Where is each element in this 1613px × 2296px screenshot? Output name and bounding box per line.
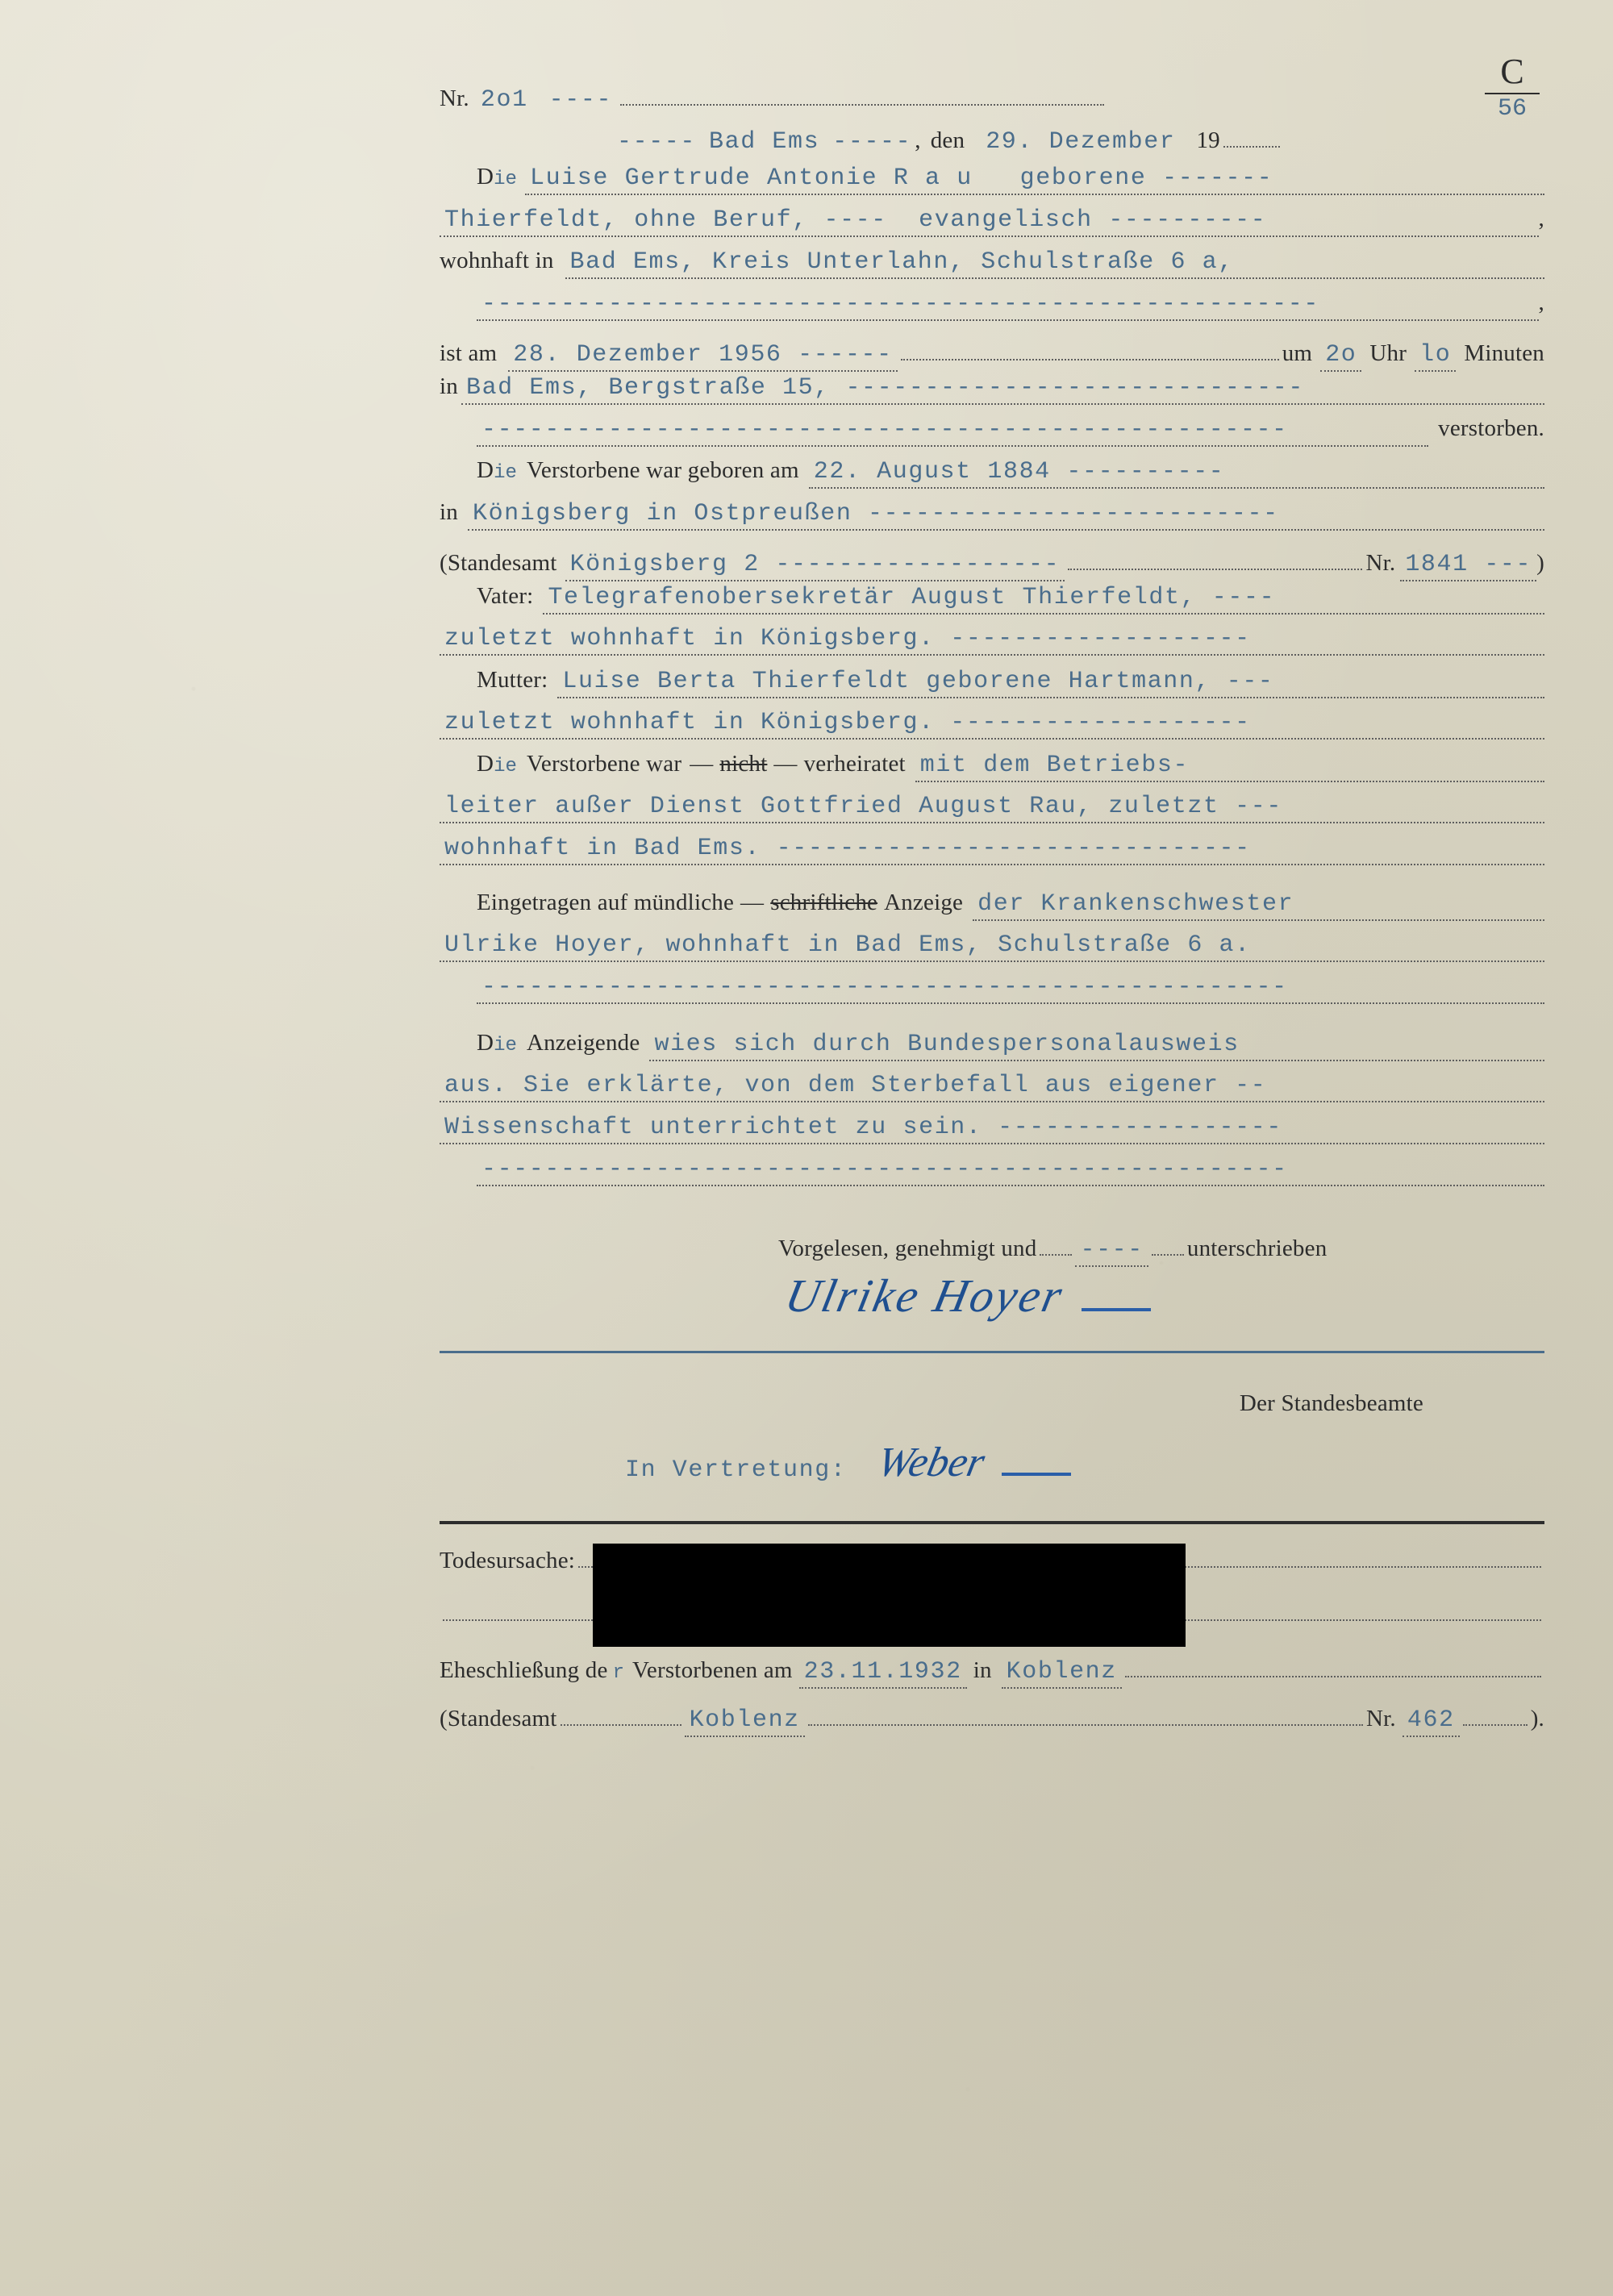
marriage-record-label-mid: Verstorbenen am (631, 1657, 793, 1683)
father-value-line-1: Telegrafenobersekretär August Thierfeldt, ---- (543, 584, 1544, 615)
birth-nr-value: 1841 --- (1400, 551, 1536, 581)
marriage-registry-nr-value: 462 (1403, 1706, 1460, 1737)
birth-date-row (440, 457, 1544, 498)
nr-dashes: ---- (548, 86, 613, 114)
death-minute-value: lo (1415, 341, 1456, 372)
marriage-value-line-1: mit dem Betriebs- (915, 752, 1544, 782)
registration-struck-word: schriftliche (770, 890, 878, 915)
marriage-value-line-2: leiter außer Dienst Gottfried August Rau, zuletzt --- (440, 793, 1544, 823)
registrar-title-row (440, 1390, 1544, 1431)
fraction-numerator: C (1500, 52, 1524, 91)
marriage-record-label-pre: Eheschließung de (440, 1657, 608, 1683)
informant-article: D (477, 1030, 494, 1056)
marriage-status-row-2 (440, 793, 1544, 833)
death-place-value: Bad Ems, Bergstraße 15, ----------------------------- (461, 374, 1544, 405)
deceased-article: D (477, 164, 494, 190)
verstorben-label: verstorben. (1438, 415, 1544, 441)
unterschrieben-label: unterschrieben (1186, 1236, 1327, 1261)
informant-value-line-3: Wissenschaft unterrichtet zu sein. ------------------ (440, 1114, 1544, 1144)
form-content (440, 52, 1544, 1737)
minuten-label: Minuten (1464, 340, 1544, 366)
informant-row-4 (440, 1156, 1544, 1196)
nr-rule (620, 77, 1104, 106)
marriage-registry-label: (Standesamt (440, 1706, 557, 1731)
uhr-label: Uhr (1369, 340, 1407, 366)
marriage-record-rule (1125, 1648, 1541, 1677)
birth-article: D (477, 457, 494, 483)
father-value-line-2: zuletzt wohnhaft in Königsberg. ------------------- (440, 625, 1544, 656)
mother-value-line-1: Luise Berta Thierfeldt geborene Hartmann, --- (557, 668, 1544, 698)
vorgelesen-row (440, 1227, 1544, 1267)
birth-place-row (440, 499, 1544, 540)
father-row-2 (440, 625, 1544, 665)
marriage-status-row-3 (440, 835, 1544, 875)
nr-label: Nr. (440, 85, 469, 111)
death-filler-dashes: --------------------------------------------------- (477, 416, 1428, 447)
registration-dash-left: — (740, 890, 765, 915)
birth-nr-label: Nr. (1365, 550, 1396, 576)
informant-row-1 (440, 1030, 1544, 1070)
father-label: Vater: (477, 583, 534, 609)
birth-standesamt-value: Königsberg 2 ------------------ (565, 551, 1065, 581)
vorgelesen-label: Vorgelesen, genehmigt und (778, 1236, 1037, 1261)
registration-label-pre: Eingetragen auf mündliche (477, 890, 735, 915)
in-vertretung-label: In Vertretung: (625, 1456, 847, 1484)
death-date-rule (901, 331, 1279, 360)
informant-label: Anzeigende (526, 1030, 640, 1056)
den-label: den (930, 127, 965, 153)
residence-value: Bad Ems, Kreis Unterlahn, Schulstraße 6 a, (565, 248, 1544, 279)
registration-row-3 (440, 973, 1544, 1014)
registration-filler-dashes: --------------------------------------------------- (477, 973, 1544, 1004)
marriage-record-date: 23.11.1932 (799, 1658, 967, 1689)
marriage-status-row-1 (440, 751, 1544, 791)
registrar-signature: Weber (873, 1440, 990, 1486)
registrar-signature-dash (1002, 1473, 1071, 1476)
marriage-article: D (477, 751, 494, 777)
marriage-dash-right: — (773, 751, 798, 777)
place-date-row (440, 119, 1544, 159)
year-rule (1223, 119, 1280, 148)
fraction-denominator: 56 (1497, 95, 1527, 123)
birth-label: Verstorbene war geboren am (526, 457, 799, 483)
birth-standesamt-rule (1068, 541, 1362, 570)
marriage-registry-value: Koblenz (685, 1706, 805, 1737)
marriage-record-in-label: in (973, 1657, 992, 1683)
registration-row-1 (440, 890, 1544, 930)
year-prefix: 19 (1196, 127, 1220, 153)
death-hour-value: 2o (1320, 341, 1361, 372)
registrar-title: Der Standesbeamte (1239, 1390, 1423, 1416)
deceased-name-line-2-comma: , (1538, 206, 1544, 231)
birth-standesamt-label: (Standesamt (440, 550, 557, 576)
marriage-label-post: verheiratet (803, 751, 906, 777)
marriage-record-row (440, 1648, 1544, 1689)
cause-of-death-redaction (593, 1544, 1186, 1647)
um-label: um (1282, 340, 1313, 366)
registrar-signature-row (440, 1439, 1544, 1513)
birth-place-value: Königsberg in Ostpreußen -------------------------- (468, 500, 1544, 531)
bottom-section-divider (440, 1521, 1544, 1524)
informant-row-3 (440, 1114, 1544, 1154)
deceased-name-line-2: Thierfeldt, ohne Beruf, ---- evangelisch ---------- (440, 206, 1539, 237)
informant-article-suffix: ie (494, 1035, 517, 1056)
marriage-value-line-3: wohnhaft in Bad Ems. ------------------------------ (440, 835, 1544, 865)
registration-label-post: Anzeige (884, 890, 964, 915)
mother-row-2 (440, 709, 1544, 749)
registration-value-line-1: der Krankenschwester (973, 890, 1544, 921)
informant-signature: Ulrike Hoyer (781, 1269, 1069, 1322)
marriage-record-place: Koblenz (1002, 1658, 1122, 1689)
deceased-article-suffix: ie (494, 169, 517, 190)
place-value: Bad Ems (709, 128, 820, 156)
informant-signature-row (440, 1269, 1544, 1346)
marriage-struck-word: nicht (719, 751, 768, 777)
father-row-1 (440, 583, 1544, 623)
mother-value-line-2: zuletzt wohnhaft in Königsberg. ------------------- (440, 709, 1544, 740)
cause-of-death-block (440, 1539, 1544, 1634)
wohnhaft-label: wohnhaft in (440, 248, 554, 273)
cause-of-death-label: Todesursache: (440, 1548, 576, 1573)
informant-row-2 (440, 1072, 1544, 1112)
birth-article-suffix: ie (494, 462, 517, 484)
date-value: 29. Dezember (986, 128, 1176, 156)
birth-date-value: 22. August 1884 ---------- (809, 458, 1544, 489)
death-date-value: 28. Dezember 1956 ------ (508, 341, 897, 372)
marriage-registry-row (440, 1697, 1544, 1737)
vorgelesen-rule-right (1152, 1227, 1184, 1256)
birth-registry-row (440, 541, 1544, 581)
marriage-record-label-suffix: r (612, 1662, 624, 1684)
informant-filler-dashes: --------------------------------------------------- (477, 1156, 1544, 1186)
death-filler-row (440, 415, 1544, 456)
death-datetime-row (440, 331, 1544, 372)
marriage-registry-rule-left (561, 1697, 681, 1726)
vorgelesen-rule-left (1040, 1227, 1072, 1256)
mother-row-1 (440, 667, 1544, 707)
marriage-registry-rule-mid (808, 1697, 1363, 1726)
informant-signature-dash (1082, 1308, 1151, 1311)
residence-row (440, 248, 1544, 288)
marriage-dash-left: — (690, 751, 714, 777)
deceased-filler-dashes: ----------------------------------------------------- (477, 290, 1539, 321)
deceased-filler-comma: , (1538, 290, 1544, 315)
entry-number-row (440, 77, 1544, 117)
death-place-row (440, 373, 1544, 414)
birth-in-label: in (440, 499, 458, 525)
registration-row-2 (440, 931, 1544, 972)
death-in-label: in (440, 373, 458, 399)
mother-label: Mutter: (477, 667, 548, 693)
vorgelesen-dashes: ---- (1075, 1236, 1148, 1267)
place-dashes-right: ----- (832, 128, 912, 156)
informant-signature-line (440, 1351, 1544, 1353)
ist-am-label: ist am (440, 340, 498, 366)
deceased-name-row-1 (440, 164, 1544, 204)
informant-value-line-2: aus. Sie erklärte, von dem Sterbefall aus eigener -- (440, 1072, 1544, 1102)
deceased-name-row-2 (440, 206, 1544, 246)
marriage-registry-close-paren: ). (1530, 1706, 1544, 1731)
place-dashes-left: ----- (617, 128, 697, 156)
deceased-filler-row (440, 290, 1544, 330)
marriage-registry-nr-label: Nr. (1366, 1706, 1396, 1731)
deceased-name-line-1: Luise Gertrude Antonie R a u geborene ------- (525, 165, 1544, 195)
informant-value-line-1: wies sich durch Bundespersonalausweis (649, 1031, 1544, 1061)
nr-value: 2o1 (480, 86, 528, 114)
marriage-label-pre: Verstorbene war (526, 751, 682, 777)
birth-close-paren: ) (1536, 550, 1544, 576)
place-comma: , (915, 127, 921, 153)
marriage-registry-rule-right (1463, 1697, 1528, 1726)
marriage-article-suffix: ie (494, 756, 517, 777)
registration-value-line-2: Ulrike Hoyer, wohnhaft in Bad Ems, Schulstraße 6 a. (440, 931, 1544, 962)
